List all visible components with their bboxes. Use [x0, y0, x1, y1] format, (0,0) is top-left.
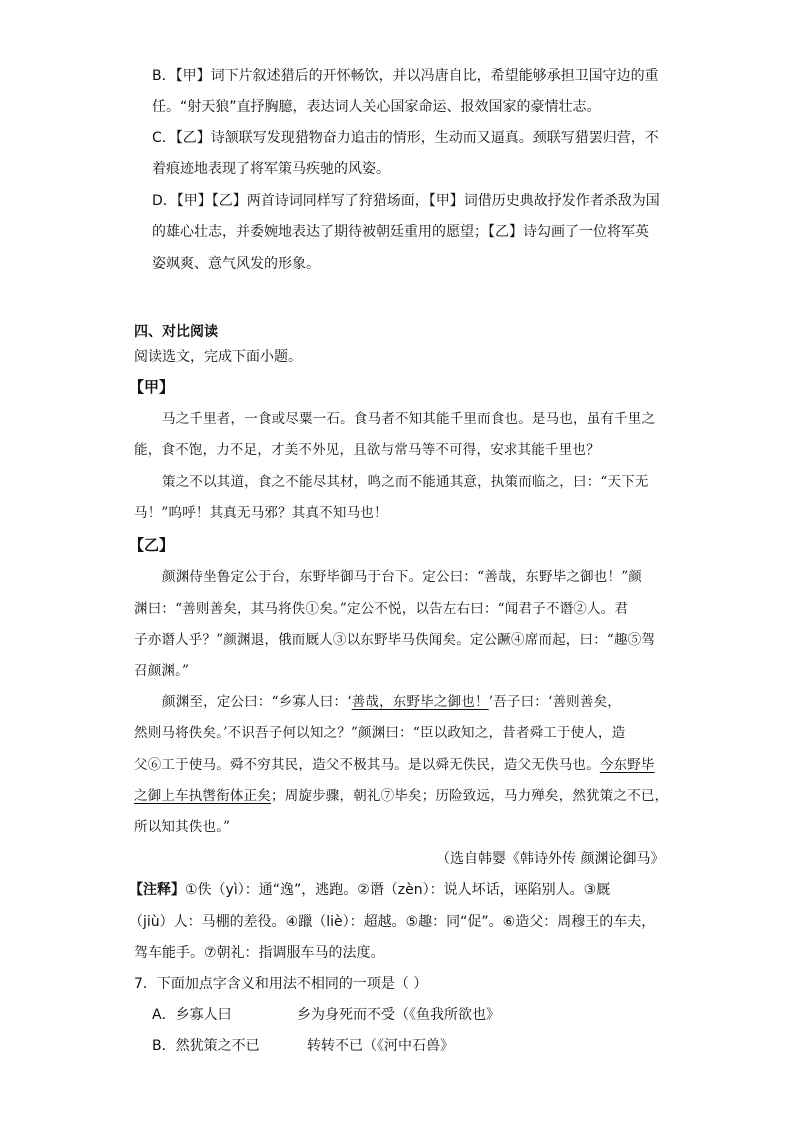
passage-yi-line: 子亦谮人乎？”颜渊退，俄而厩人③以东野毕马佚闻矣。定公蹶④席而起，曰：“趣⑤驾	[134, 632, 656, 648]
passage-yi-line: 颜渊侍坐鲁定公于台，东野毕御马于台下。定公曰：“善哉，东野毕之御也！”颜	[162, 569, 643, 585]
passage-jia-line: 马之千里者，一食或尽粟一石。食马者不知其能千里而食也。是马也，虽有千里之	[162, 411, 656, 427]
question-7-option-b: B．然犹策之不已	[152, 1038, 260, 1054]
option-b-line-1: B．【甲】词下片叙述猎后的开怀畅饮，并以冯唐自比，希望能够承担卫国守边的重	[152, 68, 659, 84]
notes-line-2: （jiù）人：马棚的差役。④躐（liè）：超越。⑤趣：同“促”。⑥造父：周穆王的车夫，	[129, 914, 656, 930]
question-7-option-a: A．乡寡人曰	[152, 1007, 232, 1023]
passage-yi-text: 父⑥工于使马。舜不穷其民，造父不极其马。是以舜无佚民，造父无佚马也。	[134, 757, 600, 773]
passage-source: （选自韩婴《韩诗外传 颜渊论御马》	[436, 851, 665, 867]
option-b-line-2: 任。“射天狼”直抒胸臆，表达词人关心国家命运、报效国家的豪情壮志。	[152, 99, 601, 115]
notes-label: 【注释】	[129, 882, 185, 898]
passage-jia-line: 能，食不饱，力不足，才美不外见，且欲与常马等不可得，安求其能千里也？	[134, 442, 600, 458]
passage-yi-line	[134, 786, 668, 806]
question-7-stem: 7．下面加点字含义和用法不相同的一项是（ ）	[134, 976, 428, 992]
underlined-sentence: 善哉，东野毕之御也！	[351, 694, 489, 710]
option-c-line-2: 着痕迹地表现了将军策马疾驰的风姿。	[152, 161, 390, 177]
passage-yi-line	[162, 692, 621, 712]
notes-text: ①佚（yì）：通“逸”，逃跑。②谮（zèn）：说人坏话，诬陷别人。③厩	[185, 882, 611, 898]
passage-yi-text: ’吾子曰：‘善则善矣，	[488, 694, 621, 710]
passage-jia-line: 马！”呜呼！其真无马邪？其真不知马也！	[134, 505, 388, 521]
underlined-sentence: 今东野毕	[599, 757, 655, 773]
option-d-line-3: 姿飒爽、意气风发的形象。	[152, 256, 320, 272]
passage-yi-line: 然则马将佚矣。’不识吾子何以知之？”颜渊曰：“臣以政知之，昔者舜工于使人，造	[134, 725, 626, 741]
section-title: 四、对比阅读	[134, 324, 218, 340]
section-instruction: 阅读选文，完成下面小题。	[134, 349, 302, 365]
underlined-sentence: 之御上车执辔衔体正矣	[134, 788, 271, 804]
option-d-line-1: D．【甲】【乙】两首诗词同样写了狩猎场面，【甲】词借历史典故抒发作者杀敌为国	[152, 193, 660, 209]
notes-line-1	[129, 880, 610, 900]
passage-yi-text: ；周旋步骤，朝礼⑦毕矣；历险致远，马力殚矣，然犹策之不已，	[271, 788, 669, 804]
passage-yi-line: 召颜渊。”	[134, 663, 190, 679]
passage-yi-line	[134, 755, 655, 775]
passage-yi-line: 所以知其佚也。”	[134, 819, 231, 835]
passage-yi-label: 【乙】	[129, 536, 175, 554]
passage-jia-line: 策之不以其道，食之不能尽其材，鸣之而不能通其意，执策而临之，曰：“天下无	[162, 474, 649, 490]
question-7-option-a-compare: 乡为身死而不受（《鱼我所欲也》	[297, 1007, 500, 1023]
option-c-line-1: C．【乙】诗颔联写发现猎物奋力追击的情形，生动而又逼真。颈联写猎罢归营，不	[152, 130, 659, 146]
notes-line-3: 驾车能手。⑦朝礼：指调服车马的法度。	[134, 945, 385, 961]
question-7-option-b-compare: 转转不已（《河中石兽》	[307, 1038, 454, 1054]
passage-yi-line: 渊曰：“善则善矣，其马将佚①矣。”定公不悦，以告左右曰：“闻君子不谮②人。君	[134, 601, 629, 617]
passage-yi-text: 颜渊至，定公曰：“乡寡人曰：‘	[162, 694, 352, 710]
passage-jia-label: 【甲】	[129, 378, 175, 396]
option-d-line-2: 的雄心壮志，并委婉地表达了期待被朝廷重用的愿望；【乙】诗勾画了一位将军英	[152, 224, 649, 240]
